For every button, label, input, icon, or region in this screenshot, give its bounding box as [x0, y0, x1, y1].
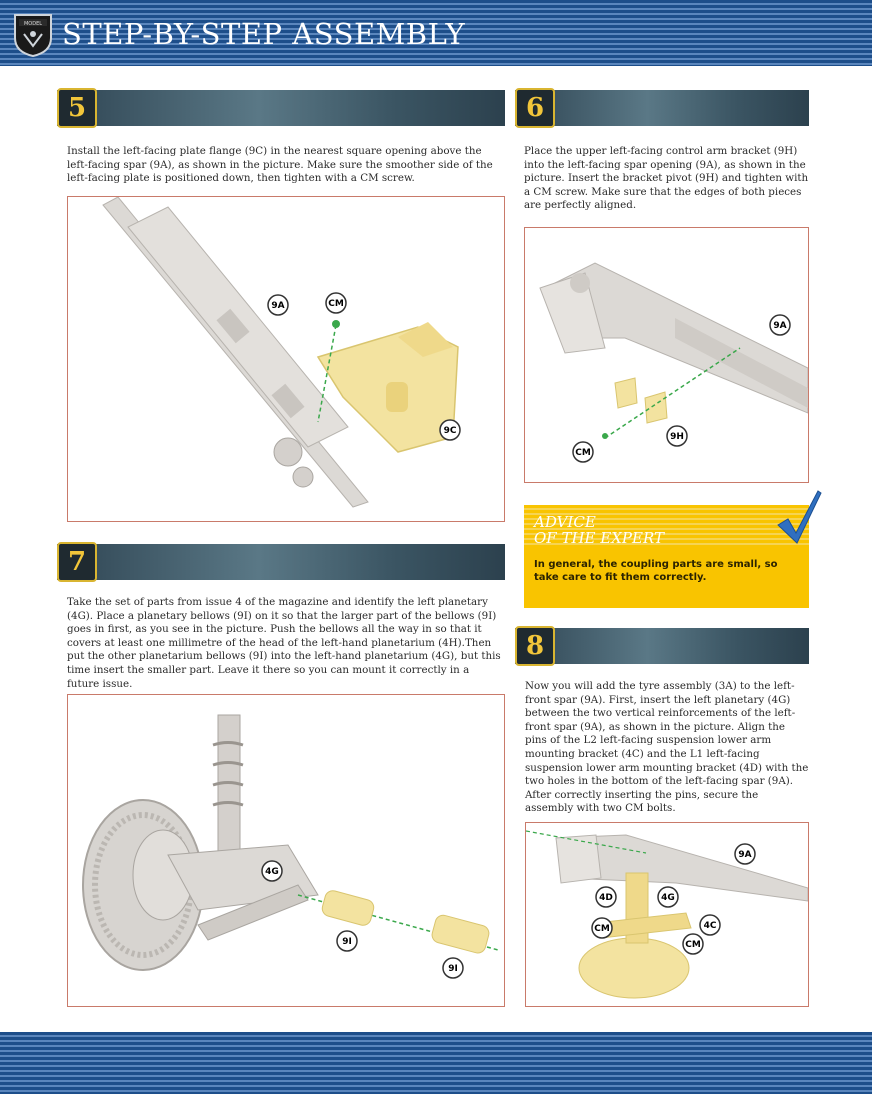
checkmark-icon — [774, 489, 822, 545]
svg-text:4D: 4D — [599, 893, 613, 903]
advice-title-line1: ADVICE — [534, 513, 596, 531]
step-5-text: Install the left-facing plate flange (9C) in the nearest square opening above the left-facing spar (9A), as shown in the picture. Make sure the smoother side of the left-facing plate is positioned down, then tighten with a CM screw. — [67, 145, 493, 185]
step-5-header — [57, 90, 505, 126]
callout-9i-second — [443, 958, 463, 978]
page-header — [0, 0, 872, 66]
callout-4g — [262, 861, 282, 881]
svg-text:CM: CM — [685, 940, 701, 950]
step-7-text: Take the set of parts from issue 4 of the magazine and identify the left planetary (4G). Place a planetary bellows (9I) on it so that the larger part of the bellows (9I) goes in first, as you see in the picture. Push the bellows all the way in so that it covers at least one millimetre of the head of the left-hand planetarium (4H).Then put the other planetarium bellows (9I) into the left-hand planetarium (4G), but this time insert the smaller part. Leave it there so you can mount it correctly in a future issue. — [67, 596, 501, 690]
svg-text:CM: CM — [575, 448, 591, 458]
svg-text:4G: 4G — [265, 867, 279, 877]
step-5-figure — [67, 196, 505, 522]
callout-9a — [735, 844, 755, 864]
callout-9i-first — [337, 931, 357, 951]
svg-text:9H: 9H — [670, 432, 684, 442]
step-6-header — [515, 90, 809, 126]
callout-cm — [573, 442, 593, 462]
callout-cm-left — [592, 918, 612, 938]
callout-9a — [770, 315, 790, 335]
advice-body: In general, the coupling parts are small, so take care to fit them correctly. — [534, 559, 778, 583]
badge-text: MODEL — [23, 21, 43, 27]
callout-9c — [440, 420, 460, 440]
callout-4g — [658, 887, 678, 907]
step-7-number: 7 — [57, 542, 97, 582]
svg-text:9I: 9I — [448, 964, 458, 974]
svg-text:CM: CM — [328, 299, 344, 309]
step-7-header — [57, 544, 505, 580]
page-footer — [0, 1032, 872, 1094]
callout-cm — [326, 293, 346, 313]
page-title: STEP-BY-STEP ASSEMBLY — [62, 17, 466, 51]
step-8-text: Now you will add the tyre assembly (3A) to the left-front spar (9A). First, insert the left planetary (4G) between the two vertical reinforcements of the left-front spar (9A), as shown in the picture. Align the pins of the L2 left-facing suspension lower arm mounting bracket (4C) and the L1 left-facing suspension lower arm mounting bracket (4D) with the two holes in the bottom of the left-facing spar (9A). After correctly inserting the pins, secure the assembly with two CM bolts. — [525, 680, 809, 815]
callout-4d — [596, 887, 616, 907]
step-7-figure — [67, 694, 505, 1007]
advice-title — [534, 514, 664, 546]
step-6-figure — [524, 227, 809, 483]
svg-text:9A: 9A — [271, 301, 285, 311]
car-badge-icon — [12, 12, 54, 58]
step-8-header — [515, 628, 809, 664]
callout-cm-right — [683, 934, 703, 954]
svg-text:CM: CM — [594, 924, 610, 934]
svg-text:9A: 9A — [738, 850, 752, 860]
step-6-number: 6 — [515, 88, 555, 128]
step-5-number: 5 — [57, 88, 97, 128]
svg-text:9C: 9C — [443, 426, 457, 436]
step-6-text: Place the upper left-facing control arm bracket (9H) into the left-facing spar opening (9A), as shown in the picture. Insert the bracket pivot (9H) and tighten with a CM screw. Make sure that the edges of both pieces are perfectly aligned. — [524, 145, 809, 212]
advice-title-line2: OF THE EXPERT — [534, 529, 664, 547]
callout-9h — [667, 426, 687, 446]
step-8-figure — [525, 822, 809, 1007]
svg-text:9A: 9A — [773, 321, 787, 331]
step-8-number: 8 — [515, 626, 555, 666]
svg-text:9I: 9I — [342, 937, 352, 947]
advice-box — [524, 505, 809, 608]
svg-text:4C: 4C — [703, 921, 717, 931]
svg-text:4G: 4G — [661, 893, 675, 903]
callout-4c — [700, 915, 720, 935]
callout-9a — [268, 295, 288, 315]
